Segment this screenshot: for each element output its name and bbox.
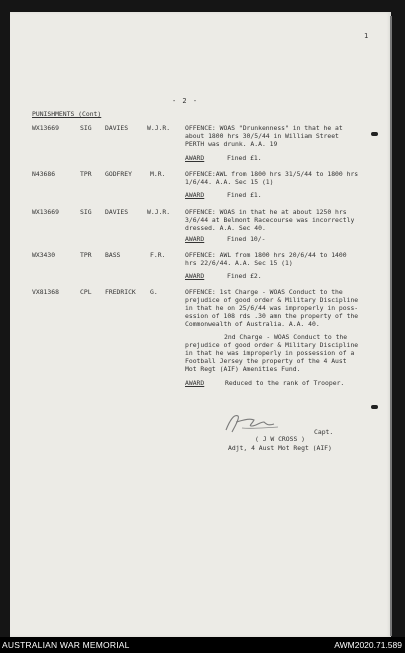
award-text: Fined £2. bbox=[227, 272, 262, 280]
offence-line: prejudice of good order & Military Discipline bbox=[185, 296, 359, 304]
offence-line: hrs 22/6/44. A.A. Sec 15 (1) bbox=[185, 259, 293, 267]
offence-line: 2nd Charge - WOAS Conduct to the bbox=[224, 333, 348, 341]
surname: DAVIES bbox=[105, 208, 129, 216]
rank: CPL bbox=[80, 288, 92, 296]
offence-line: 1/6/44. A.A. Sec 15 (1) bbox=[185, 178, 274, 186]
offence-line: Football Jersey the property of the 4 Aust bbox=[185, 357, 347, 365]
punishments-heading: PUNISHMENTS (Cont) bbox=[32, 110, 102, 118]
award-label: AWARD bbox=[185, 379, 205, 387]
offence-line: OFFENCE: WOAS in that he at about 1250 hrs bbox=[185, 208, 347, 216]
signatory-title: Adjt, 4 Aust Mot Regt (AIF) bbox=[228, 444, 332, 452]
service-number: N43686 bbox=[32, 170, 56, 178]
offence-line: prejudice of good order & Military Discipline bbox=[185, 341, 359, 349]
rank: TPR bbox=[80, 251, 92, 259]
offence-line: OFFENCE: AWL from 1800 hrs 20/6/44 to 1400 bbox=[185, 251, 347, 259]
service-number: WX3430 bbox=[32, 251, 56, 259]
offence-line: dressed. A.A. Sec 40. bbox=[185, 224, 266, 232]
offence-line: 3/6/44 at Belmont Racecourse was incorrectly bbox=[185, 216, 355, 224]
award-text: Fined £1. bbox=[227, 154, 262, 162]
award-label: AWARD bbox=[185, 191, 205, 199]
rank: TPR bbox=[80, 170, 92, 178]
corner-mark: 1 bbox=[364, 32, 369, 40]
service-number: VX81368 bbox=[32, 288, 59, 296]
paper-edge bbox=[390, 16, 392, 636]
offence-line: in that he was improperly in possession of a bbox=[185, 349, 355, 357]
initials: M.R. bbox=[150, 170, 166, 178]
document-page bbox=[10, 12, 391, 637]
surname: DAVIES bbox=[105, 124, 129, 132]
award-label: AWARD bbox=[185, 154, 205, 162]
offence-line: OFFENCE:AWL from 1800 hrs 31/5/44 to 1800 hrs bbox=[185, 170, 359, 178]
offence-line: Mot Regt (AIF) Amenities Fund. bbox=[185, 365, 301, 373]
service-number: WX13669 bbox=[32, 208, 59, 216]
offence-line: Commonwealth of Australia. A.A. 40. bbox=[185, 320, 320, 328]
offence-line: about 1800 hrs 30/5/44 in William Street bbox=[185, 132, 339, 140]
award-text: Fined 10/- bbox=[227, 235, 266, 243]
initials: G. bbox=[150, 288, 158, 296]
signatory-rank: Capt. bbox=[314, 428, 334, 436]
footer-accession-number: AWM2020.71.589 bbox=[334, 640, 402, 650]
service-number: WX13669 bbox=[32, 124, 59, 132]
handwritten-signature bbox=[222, 410, 282, 436]
initials: W.J.R. bbox=[147, 208, 171, 216]
surname: FREDRICK bbox=[105, 288, 136, 296]
rank: SIG bbox=[80, 208, 92, 216]
award-text: Fined £1. bbox=[227, 191, 262, 199]
offence-line: OFFENCE: 1st Charge - WOAS Conduct to the bbox=[185, 288, 343, 296]
rank: SIG bbox=[80, 124, 92, 132]
offence-line: OFFENCE: WOAS "Drunkenness" in that he at bbox=[185, 124, 343, 132]
offence-line: PERTH was drunk. A.A. 19 bbox=[185, 140, 278, 148]
signatory-name: ( J W CROSS ) bbox=[255, 435, 306, 443]
surname: BASS bbox=[105, 251, 121, 259]
award-text: Reduced to the rank of Trooper. bbox=[225, 379, 345, 387]
surname: GODFREY bbox=[105, 170, 132, 178]
offence-line: in that he on 25/6/44 was improperly in poss- bbox=[185, 304, 359, 312]
punch-mark bbox=[371, 405, 378, 409]
page-number: - 2 - bbox=[172, 97, 199, 105]
footer-bar bbox=[0, 637, 405, 653]
punch-mark bbox=[371, 132, 378, 136]
initials: W.J.R. bbox=[147, 124, 171, 132]
initials: F.R. bbox=[150, 251, 166, 259]
award-label: AWARD bbox=[185, 272, 205, 280]
offence-line: ession of 108 rds .30 amn the property of the bbox=[185, 312, 359, 320]
footer-credit: AUSTRALIAN WAR MEMORIAL bbox=[2, 640, 130, 650]
award-label: AWARD bbox=[185, 235, 205, 243]
